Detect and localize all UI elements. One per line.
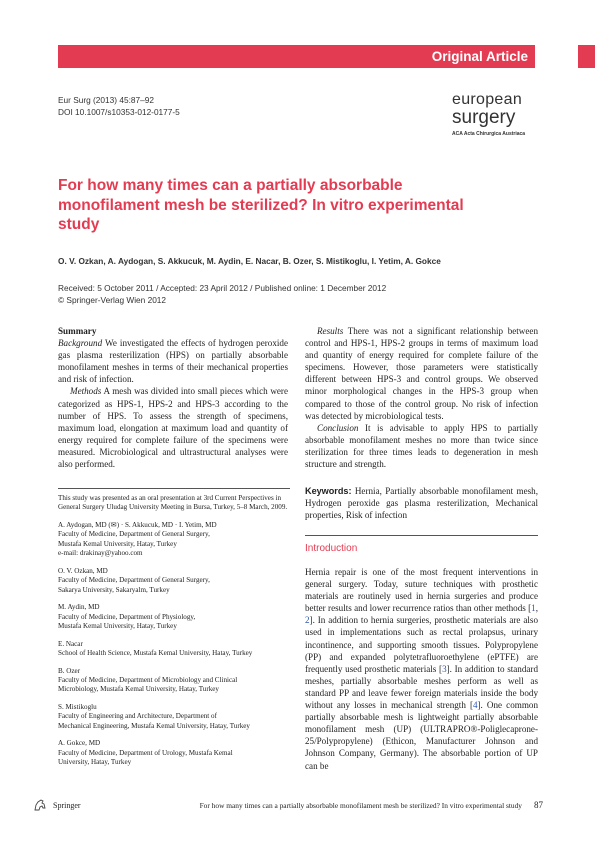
results-text: There was not a significant relationship between control and HPS-1, HPS-2 groups in terms of maximum load and quantity of energy required for complete failure of the specimens. However, those parameters were statistically different between HPS-3 and control groups. We observed minor morphological changes in the HPS-3 group when compared to those of the control group. No risk of infection was detected by microbiological tests. [305, 326, 538, 421]
footnotes [58, 488, 290, 776]
citation-link-1[interactable]: 1 [531, 603, 536, 614]
methods-label: Methods [70, 386, 102, 397]
journal-info [58, 95, 180, 118]
affiliation-line: Mustafa Kemal University, Hatay, Turkey [58, 622, 177, 631]
results-label: Results [317, 326, 344, 336]
introduction-body [305, 566, 538, 772]
springer-horse-icon [33, 799, 47, 811]
logo-word-european: european [452, 91, 523, 108]
affiliation [58, 667, 290, 695]
summary-methods [58, 385, 288, 470]
summary-heading: Summary [58, 326, 97, 336]
affiliation-name: E. Nacar [58, 639, 83, 648]
keywords-divider [305, 535, 538, 536]
journal-logo [452, 92, 552, 137]
summary-background [58, 337, 288, 385]
logo-word-surgery: surgery [452, 107, 516, 128]
affiliation-name: M. Aydin, MD [58, 603, 100, 612]
intro-text-run: ]. In addition to standard meshes, partially absorbable meshes perform as well as standard PP and leave fewer foreign materials inside the body without any losses in mechanical strength [ [305, 663, 538, 711]
conclusion-label: Conclusion [317, 422, 359, 433]
intro-text-run: ]. One common partially absorbable mesh is lightweight partially absorbable monofilament mesh (UP) (ULTRAPRO®-Poliglecaprone-25/Polypropylene) (Ethicon, Manufacturer Johnson and Johnson Company, Germany). The absorbable portion of UP can be [305, 700, 538, 771]
affiliation-name: S. Mistikoglu [58, 703, 97, 712]
summary-conclusion [305, 422, 538, 470]
summary-results [305, 325, 538, 422]
conclusion-text: It is advisable to apply HPS to partially absorbable monofilament meshes no more than twice since sterilization for three times leads to degeneration in mesh structure and strength. [305, 422, 538, 470]
affiliation [58, 603, 290, 631]
summary-left-column [58, 325, 288, 470]
affiliation-line: Mechanical Engineering, Mustafa Kemal University, Hatay, Turkey [58, 721, 250, 730]
doi[interactable]: DOI 10.1007/s10353-012-0177-5 [58, 106, 180, 117]
intro-text-run: ]. In addition to hernia surgeries, prosthetic materials are also used in implementations such as rectal prolapsus, urinary incontinence, and supporting smooth tissues. Polypropylene (PP) and expanded polytetrafluoroethylene (ePTFE) are frequently used prosthetic materials [ [305, 615, 538, 674]
keywords-text: Hernia, Partially absorbable monofilament mesh, Hydrogen peroxide gas plasma resterilization, Mechanical properties, Risk of infection [305, 486, 538, 521]
affiliation [58, 739, 290, 767]
affiliation-name: B. Ozer [58, 666, 81, 675]
publication-dates [58, 283, 386, 306]
affiliation-line: Faculty of Medicine, Department of General Surgery, [58, 530, 210, 539]
background-text: We investigated the effects of hydrogen peroxide gas plasma resterilization (HPS) on partially absorbable monofilament meshes in terms of their mechanical properties and risk of infection. [58, 338, 288, 385]
citation-link-3[interactable]: 3 [442, 663, 447, 674]
article-type-label: Original Article [431, 49, 528, 64]
affiliation-line: Faculty of Engineering and Architecture, Department of [58, 712, 217, 721]
affiliation-line: University, Hatay, Turkey [58, 758, 132, 767]
contact-email[interactable]: e-mail: drakinay@yahoo.com [58, 549, 143, 558]
page-number: 87 [534, 800, 543, 810]
affiliation-line: Faculty of Medicine, Department of Urology, Mustafa Kemal [58, 748, 233, 757]
copyright: © Springer-Verlag Wien 2012 [58, 294, 167, 305]
affiliation-line: Faculty of Medicine, Department of Physiology, [58, 612, 196, 621]
banner-edge-tab [578, 45, 595, 68]
affiliation-line: Microbiology, Mustafa Kemal University, Hatay, Turkey [58, 685, 219, 694]
affiliation-name: O. V. Ozkan, MD [58, 566, 108, 575]
affiliation [58, 640, 290, 659]
introduction-heading: Introduction [305, 543, 358, 554]
affiliation-name: A. Aydogan, MD (✉) · S. Akkucuk, MD · I. Yetim, MD [58, 521, 217, 529]
logo-subtitle: ACA Acta Chirurgica Austriaca [452, 131, 526, 137]
background-label: Background [58, 338, 103, 349]
affiliation [58, 703, 290, 731]
affiliation [58, 567, 290, 595]
publisher-name: Springer [53, 800, 81, 810]
affiliation-line: Sakarya University, Sakaryalm, Turkey [58, 585, 170, 594]
affiliation-line: Faculty of Medicine, Department of General Surgery, [58, 576, 210, 585]
keywords-label: Keywords: [305, 486, 352, 496]
intro-text-run: Hernia repair is one of the most frequent interventions in general surgery. Today, suture techniques with prosthetic materials are routinely used in hernia surgeries and produce better results and lower recurrence ratios than other methods [ [305, 567, 538, 614]
affiliation-line: Faculty of Medicine, Department of Microbiology and Clinical [58, 676, 238, 685]
author-list: O. V. Ozkan, A. Aydogan, S. Akkucuk, M. Aydin, E. Nacar, B. Ozer, S. Mistikoglu, I. Yetim, A. Gokce [58, 256, 441, 266]
affiliation-line: Mustafa Kemal University, Hatay, Turkey [58, 539, 177, 548]
presentation-note: This study was presented as an oral presentation at 3rd Current Perspectives in General Surgery Uludag University Meeting in Bursa, Turkey, 5–8 March, 2009. [58, 494, 288, 512]
journal-citation: Eur Surg (2013) 45:87–92 [58, 95, 154, 105]
article-title: For how many times can a partially absorbable monofilament mesh be sterilized? In vitro experimental study [58, 177, 464, 233]
affiliation-line: School of Health Science, Mustafa Kemal University, Hatay, Turkey [58, 649, 253, 658]
article-type-banner [58, 45, 535, 68]
citation-link-4[interactable]: 4 [472, 700, 478, 711]
running-title: For how many times can a partially absorbable monofilament mesh be sterilized? In vitro experimental study [199, 800, 522, 810]
keywords [305, 485, 538, 521]
methods-text: A mesh was divided into small pieces which were categorized as HPS-1, HPS-2 and HPS-3 according to the number of HPS. To assess the strength of specimens, maximum load, elongation at maximum load and quantity of energy required for complete failure of the specimens were measured. Microbiological and ultrastructural analyses were also performed. [58, 386, 288, 470]
received-accepted-dates: Received: 5 October 2011 / Accepted: 23 April 2012 / Published online: 1 December 2012 [58, 283, 387, 293]
affiliation [58, 521, 290, 559]
affiliation-name: A. Gokce, MD [58, 739, 101, 748]
page-footer [33, 796, 543, 814]
intro-text-run: , [535, 603, 538, 614]
citation-link-2[interactable]: 2 [305, 615, 310, 626]
summary-right-column [305, 325, 538, 470]
